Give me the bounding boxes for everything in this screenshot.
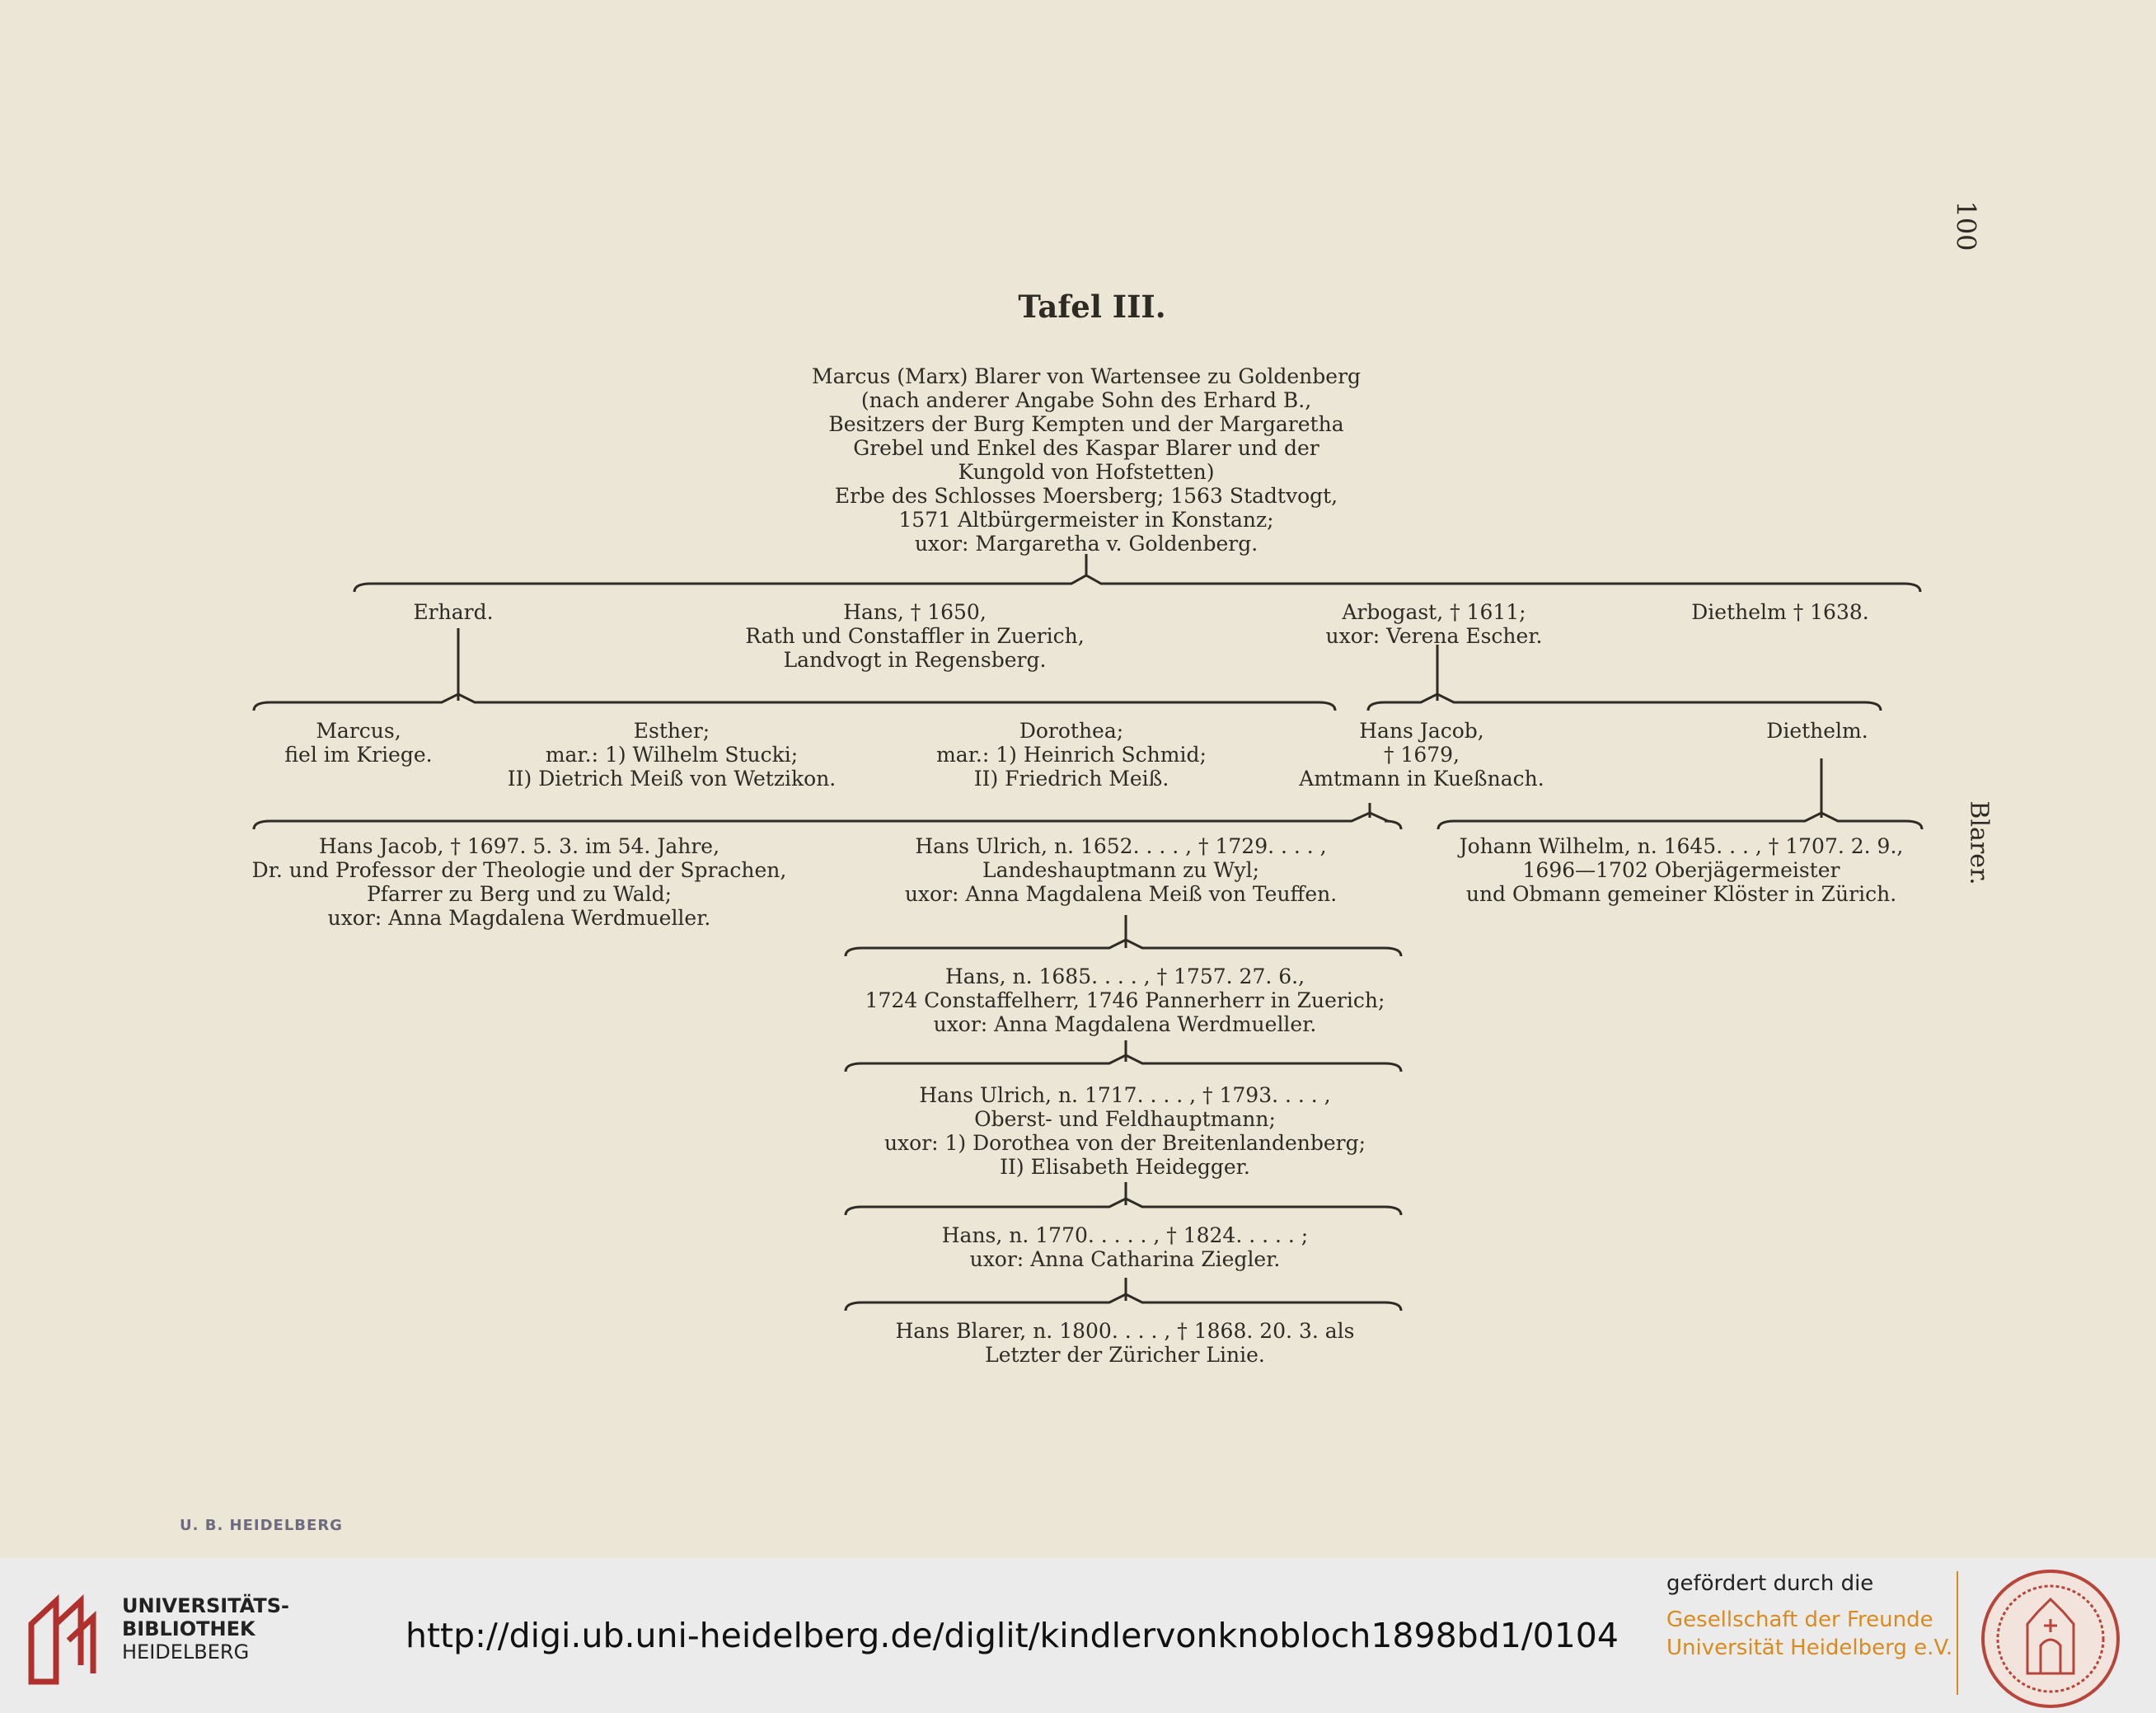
entry-line: uxor: Margaretha v. Goldenberg. (914, 532, 1258, 556)
entry-line: mar.: 1) Wilhelm Stucki; (545, 743, 799, 767)
entry-line: Hans Jacob, (1359, 719, 1484, 743)
entry-line: Landeshauptmann zu Wyl; (982, 858, 1260, 882)
entry-line: Dorothea; (1019, 719, 1124, 743)
entry-line: uxor: Anna Magdalena Meiß von Teuffen. (904, 882, 1338, 906)
entry-line: † 1679, (1383, 743, 1460, 767)
entry-marcus (251, 719, 466, 767)
entry-line: Diethelm † 1638. (1691, 600, 1869, 624)
entry-johann-wilhelm (1434, 834, 1929, 906)
library-name-line: HEIDELBERG (122, 1640, 250, 1664)
entry-line: uxor: Anna Magdalena Werdmueller. (933, 1012, 1317, 1036)
entry-hans-ulrich-1717 (824, 1083, 1426, 1179)
entry-line: Dr. und Professor der Theologie und der Sprachen, (251, 858, 787, 882)
entry-hans-blarer-1800 (824, 1319, 1426, 1367)
entry-line: Marcus, (316, 719, 401, 743)
entry-line: uxor: Verena Escher. (1325, 624, 1543, 648)
entry-hans-jacob-1679 (1269, 719, 1574, 791)
entry-line: Hans, n. 1770. . . . . , † 1824. . . . . ; (941, 1223, 1309, 1247)
entry-line: Kungold von Hofstetten) (958, 460, 1215, 484)
entry-line: Rath und Constaffler in Zuerich, (745, 624, 1085, 648)
entry-line: Grebel und Enkel des Kaspar Blarer und der (853, 436, 1319, 460)
entry-diethelm (1731, 719, 1904, 743)
entry-line: Esther; (633, 719, 710, 743)
root-ancestor-entry (757, 364, 1416, 556)
entry-hans-jacob-1697 (239, 834, 799, 930)
entry-hans-1650 (701, 600, 1129, 672)
entry-line: Oberst- und Feldhauptmann; (974, 1107, 1276, 1131)
entry-line: Amtmann in Kueßnach. (1299, 767, 1544, 791)
entry-line: Letzter der Züricher Linie. (985, 1343, 1265, 1367)
viewer-footer (0, 1558, 2156, 1713)
entry-hans-1685 (824, 964, 1426, 1036)
sponsor-name-line: Gesellschaft der Freunde (1666, 1607, 1933, 1632)
permalink-url[interactable]: http://digi.ub.uni-heidelberg.de/diglit/kindlervonknobloch1898bd1/0104 (405, 1616, 1619, 1655)
entry-esther (478, 719, 865, 791)
sponsor-name[interactable] (1666, 1606, 1952, 1662)
entry-line: Landvogt in Regensberg. (783, 648, 1047, 672)
entry-line: Erbe des Schlosses Moersberg; 1563 Stadtvogt, (834, 484, 1338, 508)
entry-line: Diethelm. (1766, 719, 1868, 743)
page-number: 100 (1950, 200, 1982, 251)
entry-line: uxor: 1) Dorothea von der Breitenlandenberg; (883, 1131, 1366, 1155)
entry-line: II) Elisabeth Heidegger. (1000, 1155, 1250, 1179)
plate-title: Tafel III. (1018, 289, 1166, 325)
entry-line: Johann Wilhelm, n. 1645. . . , † 1707. 2. 9., (1459, 834, 1904, 858)
entry-line: Pfarrer zu Berg und zu Wald; (366, 882, 673, 906)
entry-line: Hans Ulrich, n. 1717. . . . , † 1793. . . . , (919, 1083, 1331, 1107)
entry-line: (nach anderer Angabe Sohn des Erhard B., (860, 388, 1312, 412)
entry-hans-1770 (824, 1223, 1426, 1271)
library-name-line: BIBLIOTHEK (122, 1617, 255, 1640)
entry-line: uxor: Anna Catharina Ziegler. (969, 1247, 1281, 1271)
library-name-line: UNIVERSITÄTS- (122, 1594, 290, 1617)
library-name (122, 1594, 289, 1664)
entry-line: Hans Blarer, n. 1800. . . . , † 1868. 20. 3. als (895, 1319, 1355, 1343)
entry-arbogast (1269, 600, 1599, 648)
entry-dorothea (915, 719, 1228, 791)
running-head: Blarer. (1964, 800, 1994, 885)
entry-hans-ulrich-1652 (857, 834, 1385, 906)
sponsor-prefix: gefördert durch die (1666, 1571, 1874, 1596)
entry-diethelm-1638 (1657, 600, 1904, 624)
entry-line: II) Friedrich Meiß. (973, 767, 1169, 791)
entry-line: Hans Ulrich, n. 1652. . . . , † 1729. . . . , (915, 834, 1327, 858)
entry-line: Besitzers der Burg Kempten und der Margaretha (828, 412, 1344, 436)
entry-line: Hans, n. 1685. . . . , † 1757. 27. 6., (944, 964, 1305, 988)
entry-line: mar.: 1) Heinrich Schmid; (936, 743, 1207, 767)
entry-line: 1724 Constaffelherr, 1746 Pannerherr in Zuerich; (865, 988, 1385, 1012)
entry-line: 1696—1702 Oberjägermeister (1522, 858, 1840, 882)
sponsor-name-line: Universität Heidelberg e.V. (1666, 1636, 1953, 1660)
university-seal-icon (1978, 1566, 2123, 1711)
entry-line: und Obmann gemeiner Klöster in Zürich. (1465, 882, 1897, 906)
entry-line: uxor: Anna Magdalena Werdmueller. (327, 906, 711, 930)
library-stamp: U. B. HEIDELBERG (180, 1517, 343, 1534)
entry-line: Arbogast, † 1611; (1342, 600, 1526, 624)
entry-line: Hans Jacob, † 1697. 5. 3. im 54. Jahre, (318, 834, 720, 858)
ub-logo-icon (23, 1591, 105, 1690)
entry-line: Erhard. (413, 600, 494, 624)
entry-line: fiel im Kriege. (284, 743, 433, 767)
entry-line: Marcus (Marx) Blarer von Wartensee zu Goldenberg (811, 364, 1362, 388)
entry-erhard (371, 600, 536, 624)
footer-divider (1957, 1571, 1958, 1695)
entry-line: 1571 Altbürgermeister in Konstanz; (898, 508, 1274, 532)
entry-line: Hans, † 1650, (843, 600, 987, 624)
entry-line: II) Dietrich Meiß von Wetzikon. (507, 767, 837, 791)
